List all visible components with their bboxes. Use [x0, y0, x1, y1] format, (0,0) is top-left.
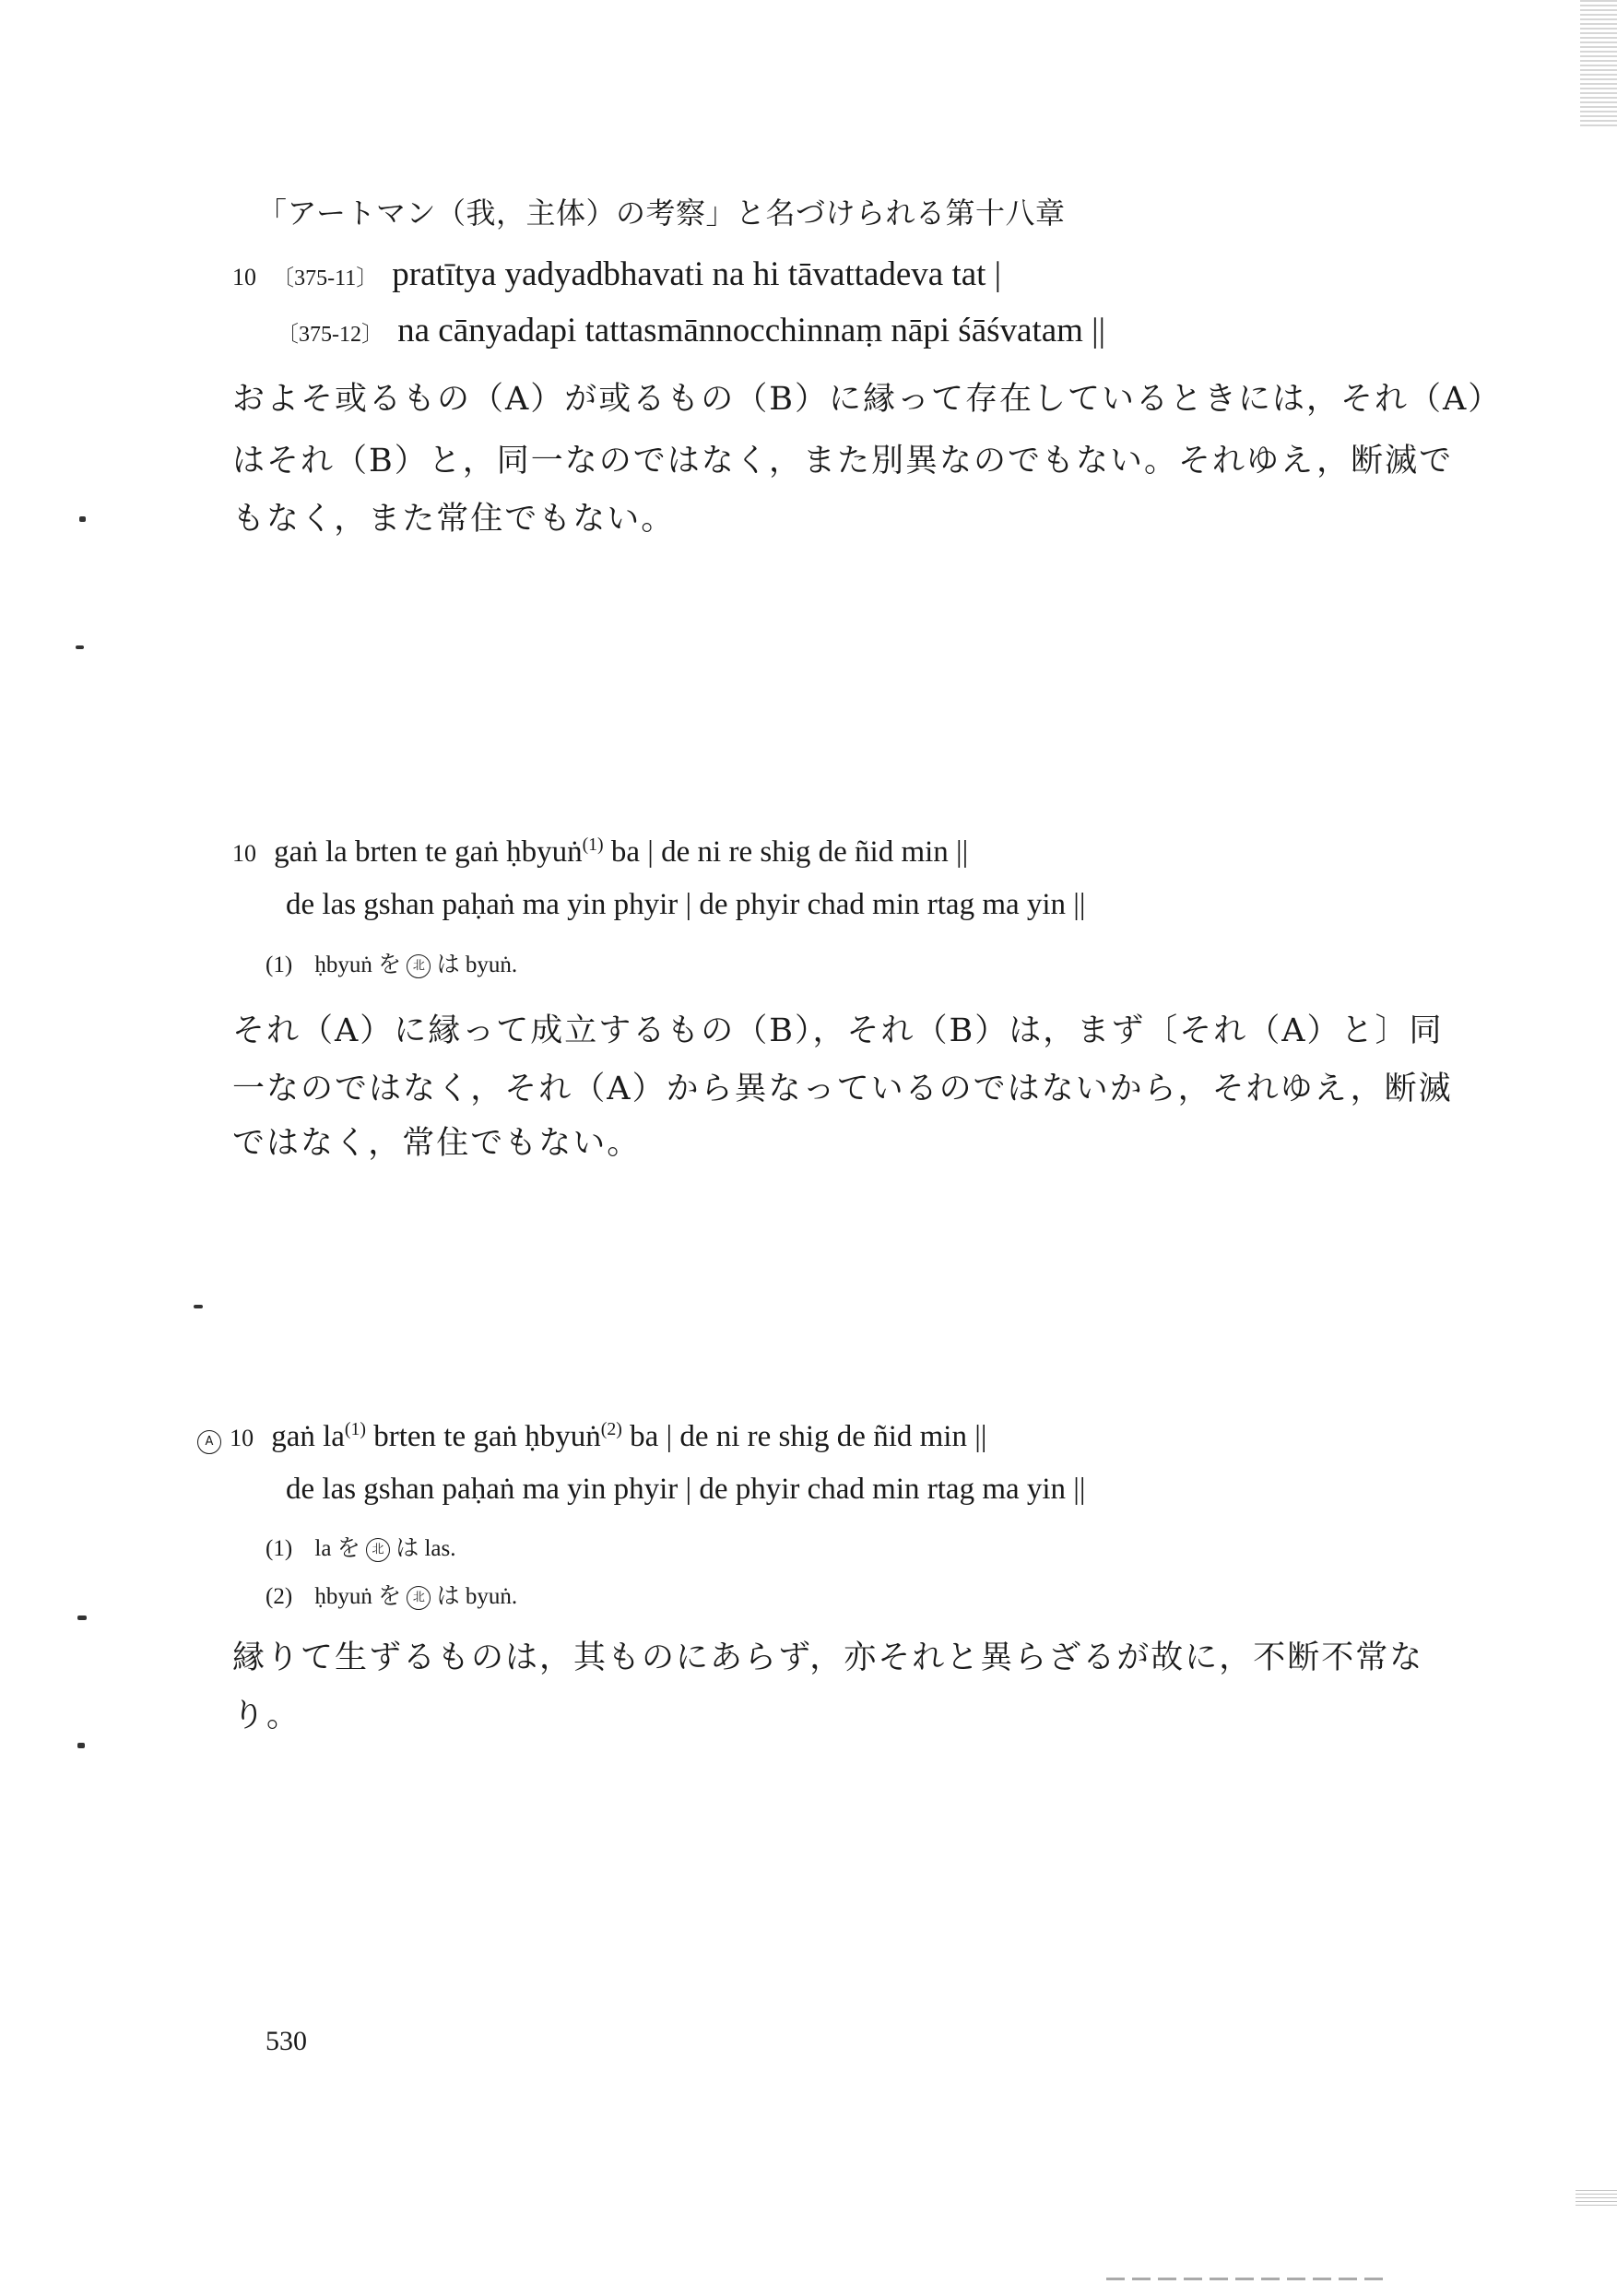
verse-number: 10 [232, 264, 256, 290]
tibetan-text-b: ba | de ni re shig de ñid min || [603, 835, 969, 869]
sanskrit-text: pratītya yadyadbhavati na hi tāvattadeva tat | [392, 255, 1002, 293]
sanskrit-text: na cānyadapi tattasmānnocchinnaṃ nāpi śāśvatam || [397, 312, 1105, 349]
footnote-number: (1) [266, 1536, 293, 1561]
scan-edge-artifact [1580, 0, 1617, 129]
sanskrit-line-2 [277, 311, 1105, 350]
tibetan-text-a: gaṅ la [271, 1420, 345, 1453]
edition-circle-icon: 北 [366, 1538, 390, 1562]
scan-bottom-artifact [1106, 2278, 1383, 2280]
verse-number: 10 [232, 840, 256, 867]
verse-number: 10 [230, 1425, 254, 1451]
footnote-number: (2) [266, 1584, 293, 1609]
jp-translation-1-line-1: およそ或るもの（A）が或るもの（B）に縁って存在しているときには，それ（A） [232, 381, 1503, 418]
footnote-number: (1) [266, 953, 293, 977]
footnote-text-b: は las. [395, 1536, 456, 1561]
scan-edge-artifact-bottom [1576, 2190, 1617, 2208]
jp-translation-3-line-2: り。 [232, 1698, 301, 1734]
tibetan-1-line-1 [232, 835, 968, 870]
jp-translation-2-line-3: ではなく，常住でもない。 [232, 1125, 642, 1162]
tibetan-2-footnote-2 [266, 1578, 517, 1611]
tibetan-text [274, 835, 968, 869]
jp-translation-2-line-1: それ（A）に縁って成立するもの（B），それ（B）は，まず〔それ（A）と〕同 [232, 1012, 1444, 1049]
footnote-text-a: ḥbyuṅ を [314, 1584, 402, 1609]
edition-mark-icon: A [197, 1430, 221, 1454]
verse-reference: 〔375-12〕 [277, 323, 384, 347]
speck [77, 1615, 87, 1620]
tibetan-2-line-2: de las gshan paḥaṅ ma yin phyir | de phyir chad min rtag ma yin || [286, 1473, 1086, 1506]
footnote-text-b: は byuṅ. [436, 953, 518, 977]
tibetan-text [271, 1420, 986, 1453]
speck [76, 645, 84, 649]
footnote-text-b: は byuṅ. [436, 1584, 518, 1609]
jp-translation-3-line-1: 縁りて生ずるものは，其ものにあらず，亦それと異らざるが故に，不断不常な [232, 1639, 1424, 1676]
footnote-marker: (2) [600, 1419, 622, 1439]
tibetan-1-footnote-1 [266, 946, 517, 979]
edition-circle-icon: 北 [407, 954, 431, 978]
footnote-text-a: la を [314, 1536, 360, 1561]
verse-reference: 〔375-11〕 [272, 266, 379, 290]
speck [194, 1305, 203, 1308]
jp-translation-2-line-2: 一なのではなく，それ（A）から異なっているのではないから，それゆえ，断滅 [232, 1071, 1453, 1107]
footnote-text-a: ḥbyuṅ を [314, 953, 402, 977]
tibetan-2-line-1 [197, 1420, 986, 1454]
page-number: 530 [266, 2026, 307, 2056]
tibetan-text-a: gaṅ la brten te gaṅ ḥbyuṅ [274, 835, 583, 869]
edition-circle-icon: 北 [407, 1586, 431, 1610]
sanskrit-line-1 [232, 254, 1001, 294]
speck [79, 516, 86, 522]
tibetan-text-c: ba | de ni re shig de ñid min || [621, 1420, 987, 1453]
footnote-marker: (1) [344, 1419, 366, 1439]
footnote-marker: (1) [582, 834, 604, 855]
tibetan-1-line-2: de las gshan paḥaṅ ma yin phyir | de phyir chad min rtag ma yin || [286, 888, 1086, 921]
jp-translation-1-line-2: はそれ（B）と，同一なのではなく，また別異なのでもない。それゆえ，断滅で [232, 443, 1454, 479]
speck [77, 1743, 85, 1748]
chapter-header: 「アートマン（我，主体）の考察」と名づけられる第十八章 [257, 195, 1066, 231]
tibetan-2-footnote-1 [266, 1530, 455, 1563]
tibetan-text-b: brten te gaṅ ḥbyuṅ [365, 1420, 601, 1453]
jp-translation-1-line-3: もなく，また常住でもない。 [232, 501, 676, 538]
